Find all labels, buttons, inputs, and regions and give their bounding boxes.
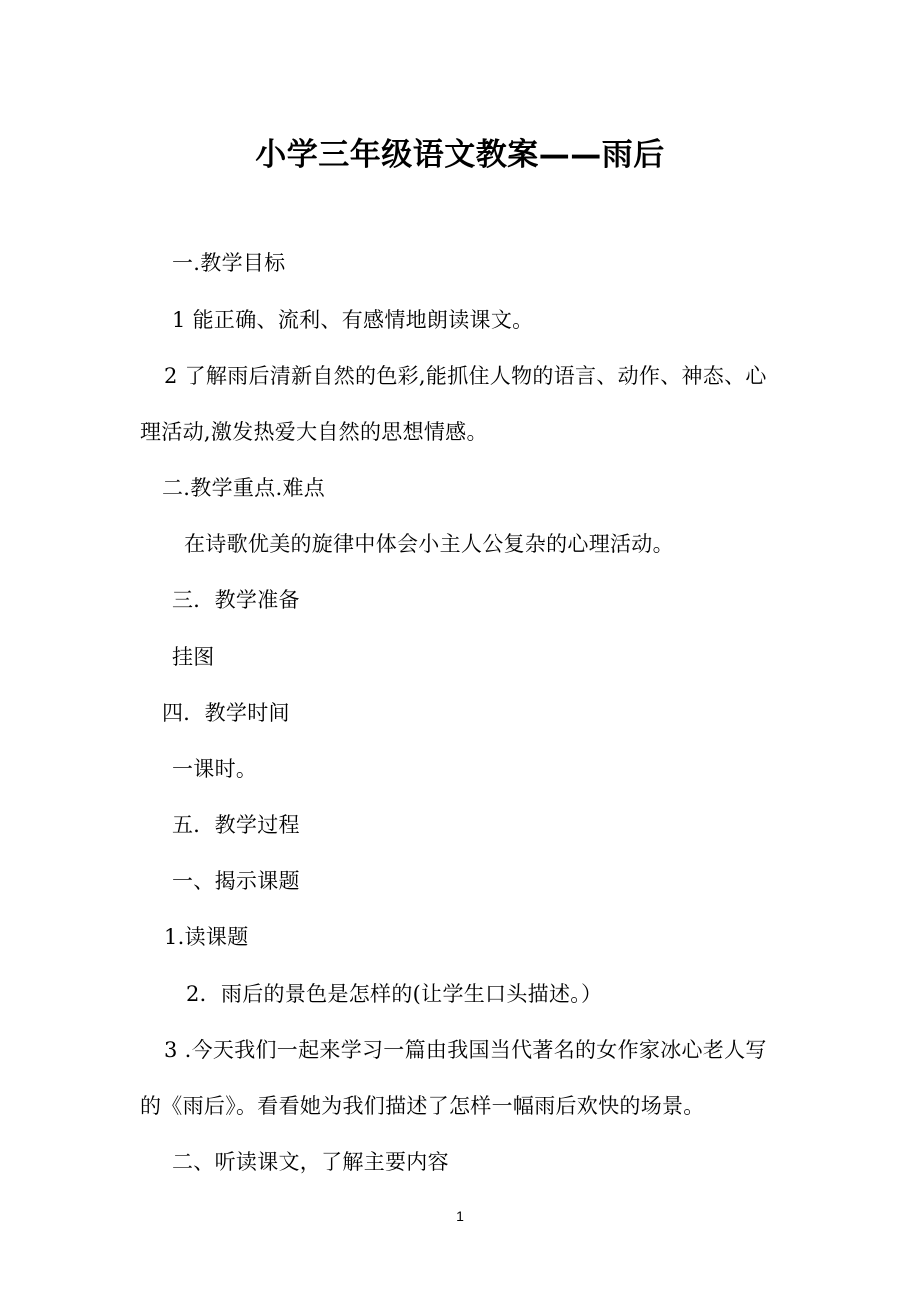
subsection-heading: 二、听读课文，了解主要内容 xyxy=(172,1150,449,1174)
section-heading-teaching-goals: 一.教学目标 xyxy=(172,251,286,275)
paragraph-line: 理活动,激发热爱大自然的思想情感。 xyxy=(140,420,488,444)
subsection-heading: 一、揭示课题 xyxy=(172,869,300,893)
paragraph-line: 在诗歌优美的旋律中体会小主人公复杂的心理活动。 xyxy=(184,532,674,556)
section-heading-time: 四．教学时间 xyxy=(162,701,290,725)
section-heading-preparation: 三．教学准备 xyxy=(172,588,300,612)
paragraph-line: 1.读课题 xyxy=(164,925,249,949)
paragraph-line: 2．雨后的景色是怎样的(让学生口头描述。） xyxy=(186,982,603,1006)
paragraph-line: 的《雨后》。看看她为我们描述了怎样一幅雨后欢快的场景。 xyxy=(140,1094,705,1118)
section-heading-process: 五．教学过程 xyxy=(172,813,300,837)
section-heading-key-points: 二.教学重点.难点 xyxy=(162,476,326,500)
paragraph-line: 挂图 xyxy=(172,645,215,669)
paragraph-line: 2 了解雨后清新自然的色彩,能抓住人物的语言、动作、神态、心 xyxy=(164,364,767,388)
page-number: 1 xyxy=(456,1208,464,1224)
document-title: 小学三年级语文教案——雨后 xyxy=(255,136,665,173)
paragraph-line: 1 能正确、流利、有感情地朗读课文。 xyxy=(172,308,534,332)
paragraph-line: 3 .今天我们一起来学习一篇由我国当代著名的女作家冰心老人写 xyxy=(164,1038,767,1062)
paragraph-line: 一课时。 xyxy=(172,757,258,781)
